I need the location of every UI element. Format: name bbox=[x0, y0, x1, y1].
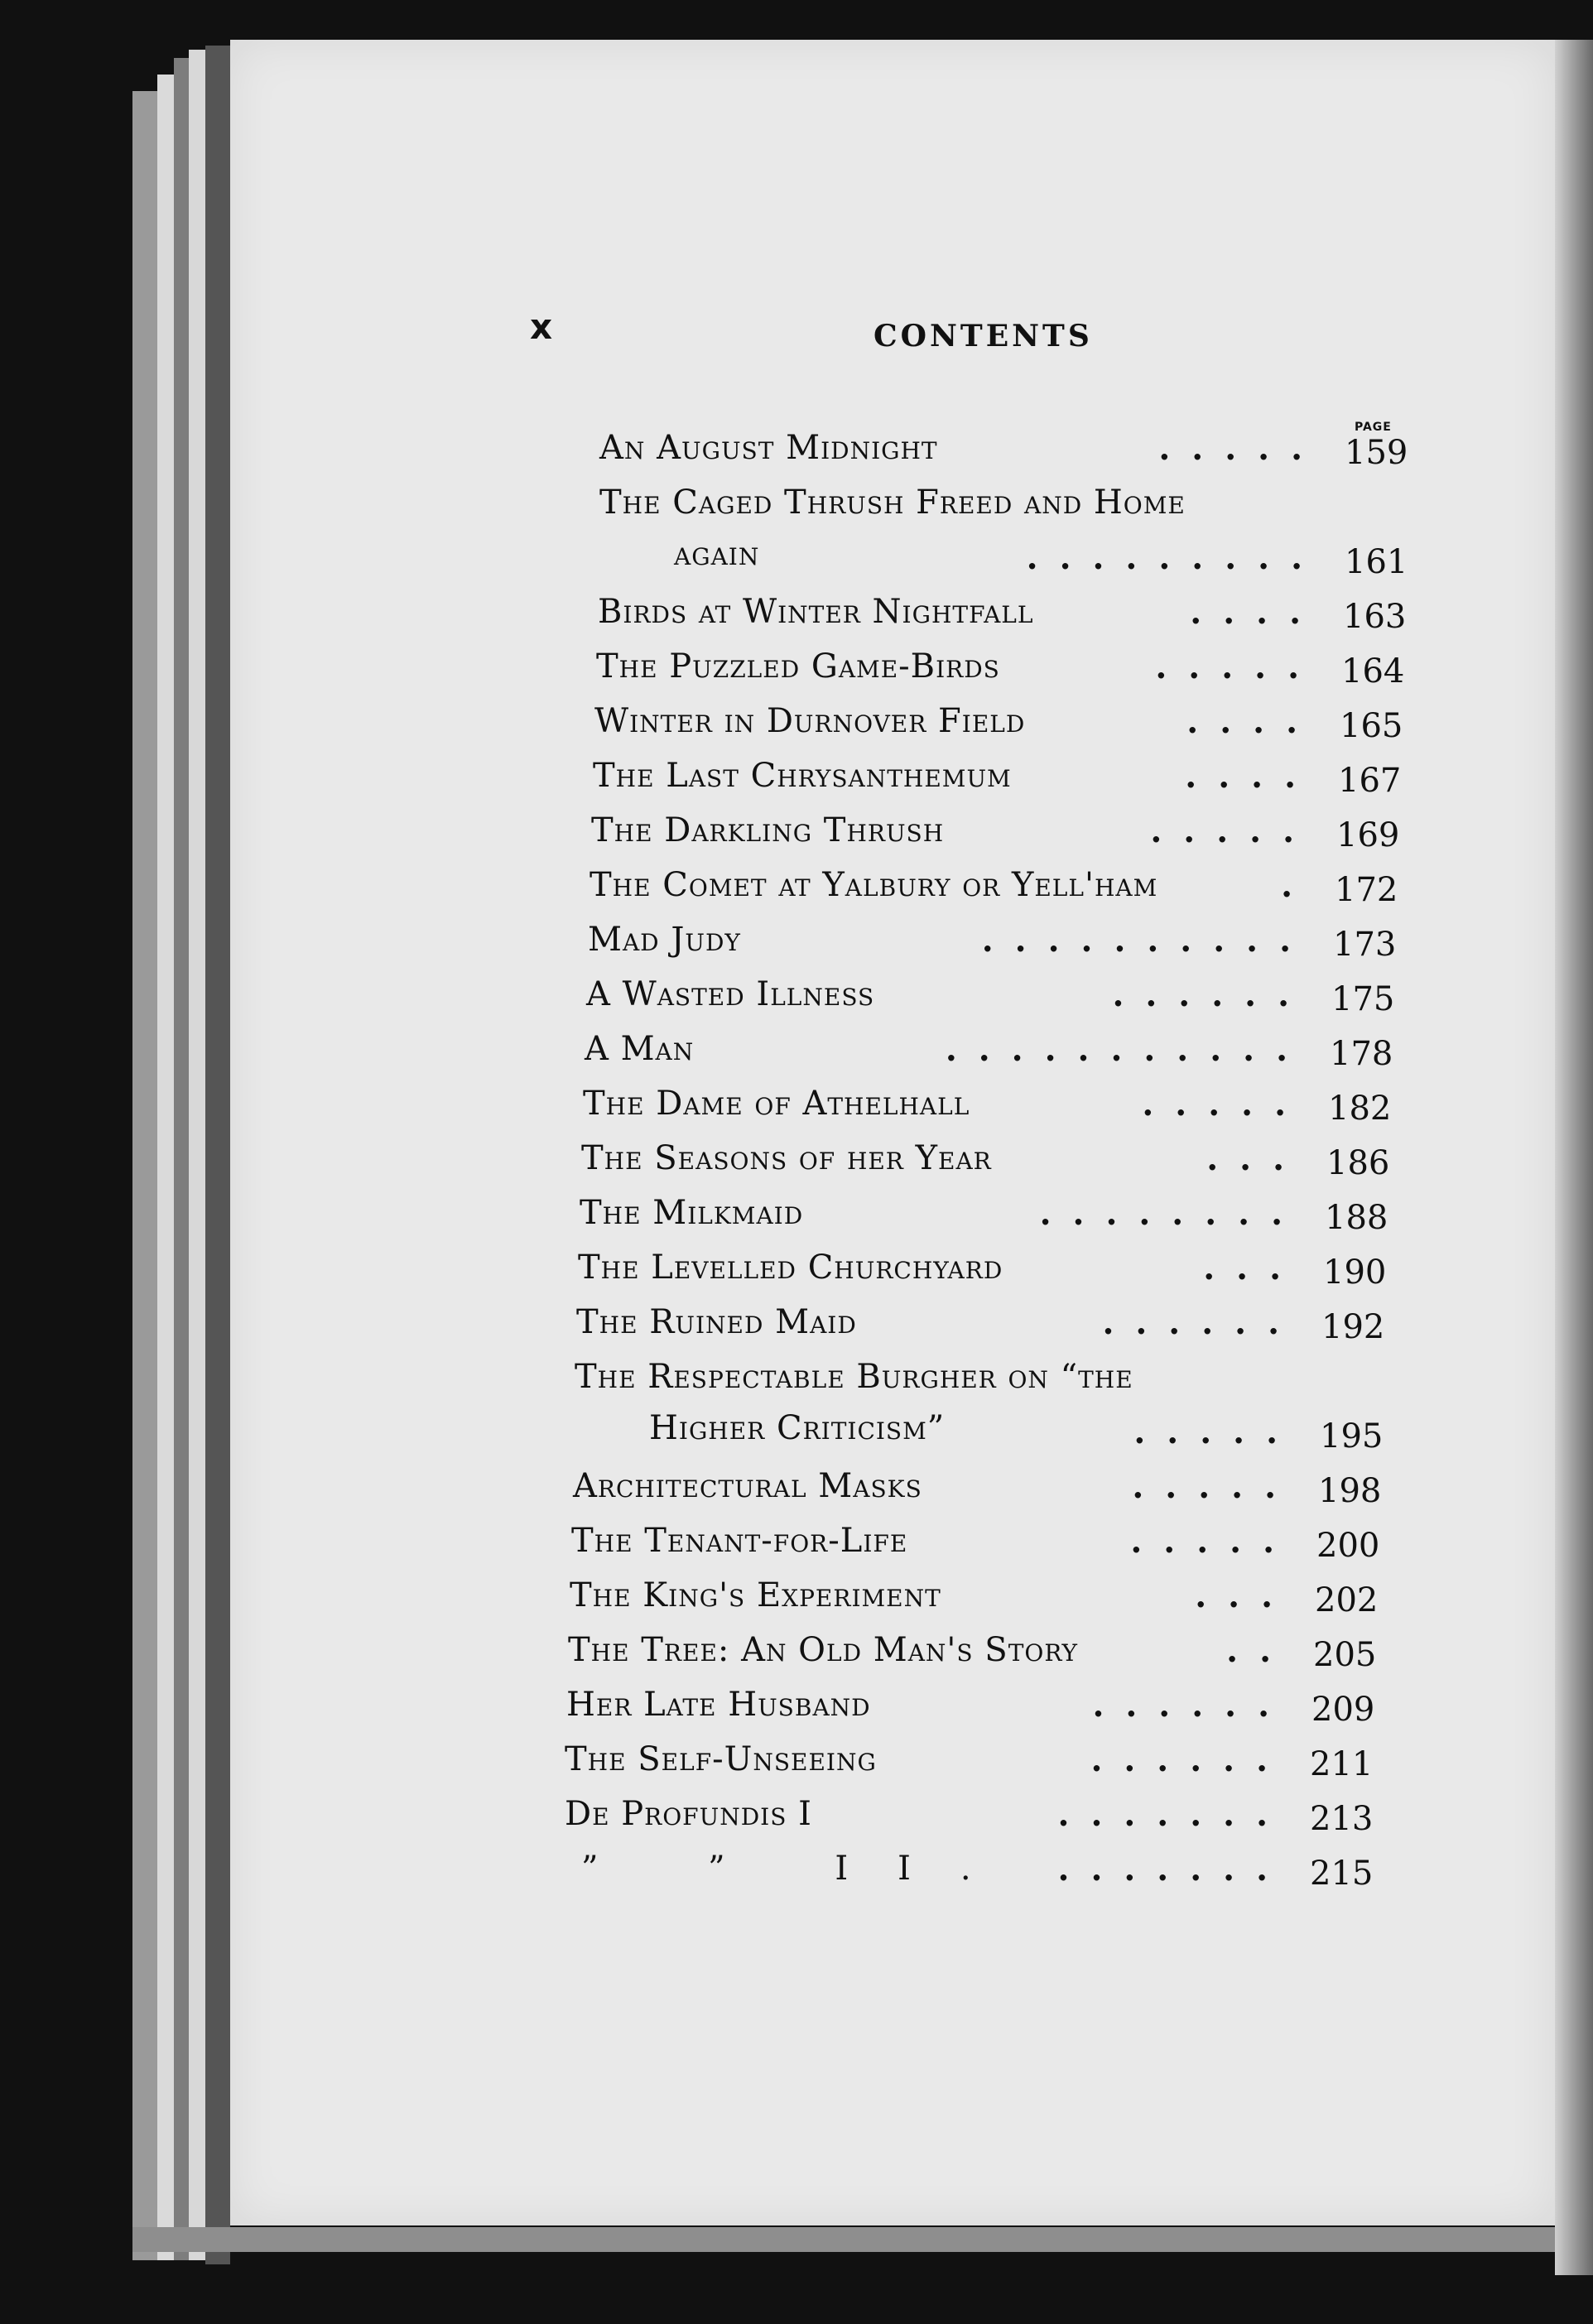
leader-dots: ..... bbox=[1132, 1467, 1297, 1506]
page-edge bbox=[132, 91, 157, 2260]
toc-entry-page: 200 bbox=[1316, 1527, 1380, 1565]
toc-entry-title: The Respectable Burgher on “the bbox=[575, 1358, 1133, 1396]
toc-entry bbox=[566, 1686, 1394, 1740]
toc-entry-page: 167 bbox=[1338, 762, 1402, 800]
page-edge bbox=[157, 75, 174, 2260]
toc-entry-page: 169 bbox=[1336, 816, 1400, 854]
toc-entry-page: 173 bbox=[1333, 926, 1397, 964]
toc-entry bbox=[588, 921, 1416, 975]
toc-entry bbox=[571, 1522, 1399, 1576]
toc-entry-page: 211 bbox=[1310, 1745, 1374, 1783]
toc-entry-page: 182 bbox=[1328, 1090, 1392, 1128]
toc-entry-title: The Levelled Churchyard bbox=[578, 1249, 1003, 1287]
toc-entry-page: 159 bbox=[1345, 434, 1408, 472]
leader-dots: ...... bbox=[1112, 975, 1311, 1014]
toc-entry-title: The Milkmaid bbox=[580, 1194, 804, 1232]
toc-entry bbox=[580, 1194, 1408, 1249]
toc-entry-title: Winter in Durnover Field bbox=[594, 702, 1026, 740]
toc-entry-title: Architectural Masks bbox=[573, 1467, 922, 1505]
toc-entry-title: De Profundis I bbox=[565, 1795, 812, 1833]
toc-entry bbox=[583, 1085, 1411, 1139]
toc-entry-title: The Comet at Yalbury or Yell'ham bbox=[590, 866, 1158, 904]
toc-entry bbox=[590, 866, 1417, 921]
toc-entry-title: The Dame of Athelhall bbox=[583, 1085, 970, 1123]
toc-entry-page: 172 bbox=[1335, 871, 1398, 909]
leader-dots: ....... bbox=[1057, 1850, 1289, 1889]
toc-entry-title-cont: Higher Criticism” bbox=[649, 1409, 946, 1447]
leader-dots: .... bbox=[1185, 757, 1317, 796]
leader-dots: ... bbox=[1206, 1139, 1306, 1178]
toc-entry-title: A Wasted Illness bbox=[586, 975, 875, 1013]
toc-entry-title: ” ” II. bbox=[581, 1850, 1021, 1888]
toc-entry-page: 186 bbox=[1326, 1144, 1390, 1182]
toc-entry-page: 215 bbox=[1310, 1855, 1374, 1893]
contents-list bbox=[565, 429, 1408, 1904]
toc-entry-page: 161 bbox=[1345, 543, 1408, 581]
toc-entry-title: Mad Judy bbox=[588, 921, 741, 959]
leader-dots: ........... bbox=[945, 1030, 1309, 1069]
toc-entry bbox=[596, 647, 1424, 702]
toc-entry bbox=[565, 1795, 1393, 1850]
toc-entry-page: 190 bbox=[1323, 1253, 1387, 1292]
leader-dots: ..... bbox=[1158, 429, 1324, 468]
toc-entry-title: The Ruined Maid bbox=[576, 1303, 857, 1341]
toc-entry-title: The Self-Unseeing bbox=[565, 1740, 877, 1778]
leader-dots: ..... bbox=[1130, 1522, 1296, 1561]
toc-entry-title: Her Late Husband bbox=[566, 1686, 871, 1724]
page-column-label: PAGE bbox=[1355, 421, 1392, 434]
toc-entry-page: 209 bbox=[1311, 1691, 1375, 1729]
toc-entry-title: The Puzzled Game-Birds bbox=[596, 647, 1000, 686]
toc-entry-title: The Tenant-for-Life bbox=[571, 1522, 908, 1560]
toc-entry-title-cont: again bbox=[674, 535, 760, 573]
leader-dots: .. bbox=[1226, 1631, 1292, 1670]
leader-dots: .......... bbox=[981, 921, 1312, 960]
toc-entry-page: 178 bbox=[1330, 1035, 1393, 1073]
toc-entry bbox=[578, 1249, 1406, 1303]
toc-entry-page: 205 bbox=[1313, 1636, 1377, 1674]
leader-dots: ...... bbox=[1092, 1686, 1291, 1725]
toc-entry-page: 163 bbox=[1343, 598, 1407, 636]
toc-entry-title: The Last Chrysanthemum bbox=[593, 757, 1012, 795]
toc-entry bbox=[568, 1631, 1396, 1686]
toc-entry-page: 195 bbox=[1320, 1417, 1384, 1456]
toc-entry bbox=[565, 1740, 1393, 1795]
toc-entry-title: A Man bbox=[585, 1030, 695, 1068]
leader-dots: ......... bbox=[1026, 538, 1324, 577]
leader-dots: ..... bbox=[1142, 1085, 1307, 1124]
page-title: CONTENTS bbox=[874, 319, 1093, 354]
page-edge bbox=[205, 46, 230, 2264]
leader-dots: ..... bbox=[1155, 647, 1321, 686]
leader-dots: ...... bbox=[1102, 1303, 1301, 1342]
toc-entry bbox=[565, 1850, 1393, 1904]
leader-dots: . bbox=[1281, 866, 1314, 905]
toc-entry bbox=[598, 593, 1426, 647]
toc-entry bbox=[599, 429, 1427, 484]
leader-dots: ....... bbox=[1057, 1795, 1289, 1834]
toc-entry bbox=[573, 1467, 1401, 1522]
page-shadow bbox=[1555, 40, 1593, 2275]
toc-entry-page: 164 bbox=[1341, 652, 1405, 690]
toc-entry-page: 192 bbox=[1321, 1308, 1385, 1346]
page-edge bbox=[189, 50, 205, 2260]
leader-dots: ..... bbox=[1133, 1412, 1299, 1451]
toc-entry bbox=[599, 484, 1427, 593]
toc-entry-title: The Darkling Thrush bbox=[591, 811, 945, 849]
toc-entry-page: 202 bbox=[1315, 1581, 1379, 1619]
toc-entry-title: The Caged Thrush Freed and Home bbox=[599, 484, 1186, 522]
toc-entry bbox=[594, 702, 1422, 757]
leader-dots: .... bbox=[1186, 702, 1319, 741]
page-edge bbox=[174, 58, 189, 2260]
toc-entry-title: Birds at Winter Nightfall bbox=[598, 593, 1034, 631]
page-edge-bottom bbox=[132, 2227, 1573, 2252]
toc-entry bbox=[593, 757, 1421, 811]
page-folio: x bbox=[530, 306, 553, 347]
toc-entry bbox=[576, 1303, 1404, 1358]
toc-entry bbox=[570, 1576, 1398, 1631]
toc-entry-title: The King's Experiment bbox=[570, 1576, 941, 1614]
leader-dots: .... bbox=[1190, 593, 1322, 632]
toc-entry-title: An August Midnight bbox=[599, 429, 938, 467]
toc-entry-title: The Seasons of her Year bbox=[581, 1139, 992, 1177]
toc-entry-title: The Tree: An Old Man's Story bbox=[568, 1631, 1079, 1669]
leader-dots: ..... bbox=[1150, 811, 1316, 850]
toc-entry bbox=[586, 975, 1414, 1030]
toc-entry bbox=[581, 1139, 1409, 1194]
leader-dots: ........ bbox=[1039, 1194, 1304, 1233]
leader-dots: ... bbox=[1203, 1249, 1302, 1287]
toc-entry bbox=[575, 1358, 1403, 1467]
leader-dots: ... bbox=[1195, 1576, 1294, 1615]
leader-dots: ...... bbox=[1090, 1740, 1289, 1779]
toc-entry bbox=[591, 811, 1419, 866]
toc-entry-page: 175 bbox=[1331, 980, 1395, 1018]
toc-entry-page: 198 bbox=[1318, 1472, 1382, 1510]
toc-entry bbox=[585, 1030, 1413, 1085]
toc-entry-page: 213 bbox=[1310, 1800, 1374, 1838]
toc-entry-page: 165 bbox=[1340, 707, 1403, 745]
toc-entry-page: 188 bbox=[1325, 1199, 1388, 1237]
